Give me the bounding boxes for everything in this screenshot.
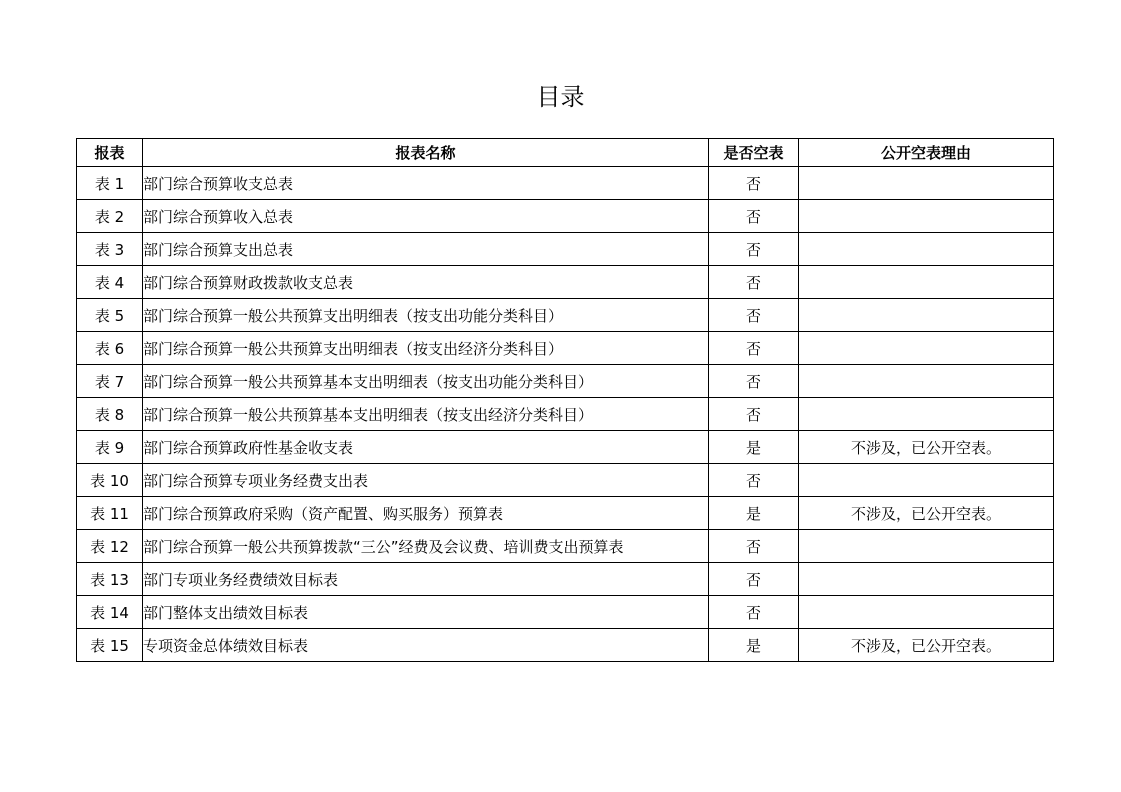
report-name: 部门综合预算一般公共预算基本支出明细表（按支出经济分类科目） xyxy=(143,398,709,431)
table-row xyxy=(77,596,1054,629)
report-no: 表 9 xyxy=(77,431,143,464)
table-row xyxy=(77,431,1054,464)
is-empty-value: 否 xyxy=(709,563,799,596)
is-empty-value: 否 xyxy=(709,530,799,563)
report-name: 部门综合预算一般公共预算支出明细表（按支出功能分类科目） xyxy=(143,299,709,332)
report-name: 部门综合预算一般公共预算基本支出明细表（按支出功能分类科目） xyxy=(143,365,709,398)
empty-reason xyxy=(799,332,1054,365)
report-no: 表 4 xyxy=(77,266,143,299)
is-empty-value: 否 xyxy=(709,200,799,233)
is-empty-value: 否 xyxy=(709,233,799,266)
is-empty-value: 否 xyxy=(709,332,799,365)
is-empty-value: 是 xyxy=(709,629,799,662)
table-row xyxy=(77,629,1054,662)
report-name: 部门专项业务经费绩效目标表 xyxy=(143,563,709,596)
table-row xyxy=(77,464,1054,497)
report-name: 部门综合预算财政拨款收支总表 xyxy=(143,266,709,299)
empty-reason: 不涉及，已公开空表。 xyxy=(799,629,1054,662)
is-empty-value: 否 xyxy=(709,299,799,332)
is-empty-value: 否 xyxy=(709,365,799,398)
table-row xyxy=(77,398,1054,431)
table-row xyxy=(77,299,1054,332)
header-report-name: 报表名称 xyxy=(143,139,709,167)
table-row xyxy=(77,530,1054,563)
is-empty-value: 否 xyxy=(709,167,799,200)
report-no: 表 10 xyxy=(77,464,143,497)
report-name: 部门综合预算一般公共预算支出明细表（按支出经济分类科目） xyxy=(143,332,709,365)
report-name: 部门综合预算支出总表 xyxy=(143,233,709,266)
report-name: 部门综合预算一般公共预算拨款“三公”经费及会议费、培训费支出预算表 xyxy=(143,530,709,563)
table-row xyxy=(77,497,1054,530)
is-empty-value: 否 xyxy=(709,266,799,299)
empty-reason xyxy=(799,365,1054,398)
report-name: 部门整体支出绩效目标表 xyxy=(143,596,709,629)
empty-reason xyxy=(799,398,1054,431)
header-empty-reason: 公开空表理由 xyxy=(799,139,1054,167)
empty-reason xyxy=(799,233,1054,266)
is-empty-value: 否 xyxy=(709,596,799,629)
header-report-no: 报表 xyxy=(77,139,143,167)
report-no: 表 1 xyxy=(77,167,143,200)
report-no: 表 14 xyxy=(77,596,143,629)
table-row xyxy=(77,233,1054,266)
report-no: 表 5 xyxy=(77,299,143,332)
report-name: 部门综合预算收入总表 xyxy=(143,200,709,233)
report-index-table xyxy=(76,138,1054,662)
empty-reason xyxy=(799,200,1054,233)
report-name: 部门综合预算政府性基金收支表 xyxy=(143,431,709,464)
table-row xyxy=(77,332,1054,365)
empty-reason xyxy=(799,299,1054,332)
report-no: 表 8 xyxy=(77,398,143,431)
empty-reason: 不涉及，已公开空表。 xyxy=(799,497,1054,530)
report-no: 表 11 xyxy=(77,497,143,530)
empty-reason xyxy=(799,266,1054,299)
report-no: 表 13 xyxy=(77,563,143,596)
report-name: 部门综合预算收支总表 xyxy=(143,167,709,200)
report-no: 表 2 xyxy=(77,200,143,233)
report-no: 表 3 xyxy=(77,233,143,266)
empty-reason xyxy=(799,464,1054,497)
table-row xyxy=(77,365,1054,398)
table-row xyxy=(77,563,1054,596)
table-row xyxy=(77,167,1054,200)
table-header-row xyxy=(77,139,1054,167)
empty-reason xyxy=(799,563,1054,596)
report-no: 表 6 xyxy=(77,332,143,365)
table-row xyxy=(77,200,1054,233)
is-empty-value: 否 xyxy=(709,398,799,431)
empty-reason: 不涉及，已公开空表。 xyxy=(799,431,1054,464)
header-is-empty: 是否空表 xyxy=(709,139,799,167)
empty-reason xyxy=(799,167,1054,200)
is-empty-value: 是 xyxy=(709,431,799,464)
report-no: 表 15 xyxy=(77,629,143,662)
is-empty-value: 是 xyxy=(709,497,799,530)
table-row xyxy=(77,266,1054,299)
empty-reason xyxy=(799,530,1054,563)
is-empty-value: 否 xyxy=(709,464,799,497)
report-no: 表 7 xyxy=(77,365,143,398)
report-name: 专项资金总体绩效目标表 xyxy=(143,629,709,662)
report-no: 表 12 xyxy=(77,530,143,563)
page-title: 目录 xyxy=(536,83,585,111)
report-name: 部门综合预算政府采购（资产配置、购买服务）预算表 xyxy=(143,497,709,530)
empty-reason xyxy=(799,596,1054,629)
report-name: 部门综合预算专项业务经费支出表 xyxy=(143,464,709,497)
table-body xyxy=(77,167,1054,662)
